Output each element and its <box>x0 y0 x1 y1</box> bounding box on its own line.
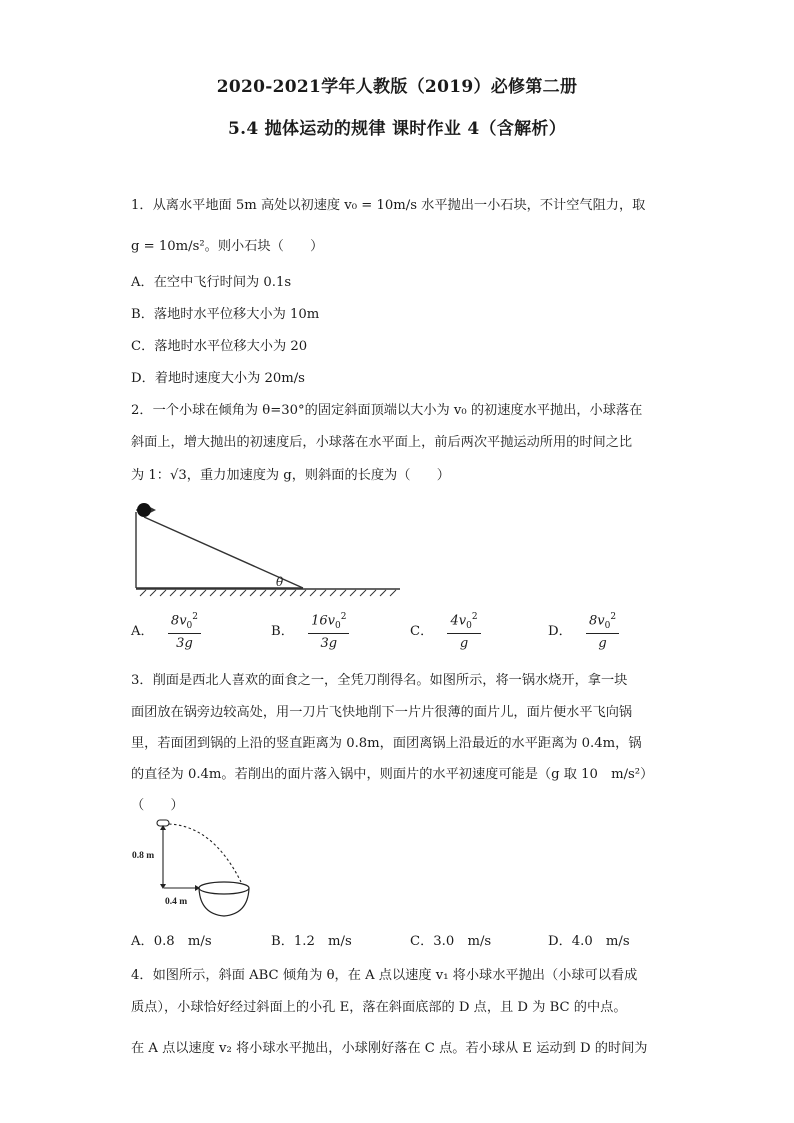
q2-option-b-numerator: 16v <box>311 613 335 629</box>
q2-option-c-fraction: $\frac{4v_0^2}{g}$ <box>447 612 480 651</box>
q3-stem-line2: 面团放在锅旁边较高处，用一刀片飞快地削下一片片很薄的面片儿，面片便水平飞向锅 <box>131 705 633 720</box>
q2-option-c <box>410 612 481 651</box>
q3-option-c: C．3.0 m/s <box>410 934 492 949</box>
q2-option-c-numerator: 4v <box>450 613 467 629</box>
q2-option-c-letter: C． <box>410 623 434 639</box>
q2-option-c-denominator: g <box>459 635 469 651</box>
q3-pot-figure <box>128 814 264 924</box>
angle-theta-label: θ <box>276 575 284 589</box>
document-title-line2: 5.4 抛体运动的规律 课时作业 4（含解析） <box>227 119 567 139</box>
q1-stem-line2: g = 10m/s²。则小石块（ ） <box>131 239 324 254</box>
q3-stem-line5: （ ） <box>131 798 184 813</box>
q2-stem-line1: 2．一个小球在倾角为 θ=30°的固定斜面顶端以大小为 v₀ 的初速度水平抛出，小球落在 <box>131 403 643 418</box>
q2-option-a <box>131 612 201 651</box>
vertical-distance-label: 0.8 m <box>132 851 155 861</box>
q1-option-c: C．落地时水平位移大小为 20 <box>131 339 308 354</box>
q2-option-d-letter: D． <box>548 623 572 639</box>
q2-option-b <box>271 612 349 651</box>
q4-stem-line2: 质点），小球恰好经过斜面上的小孔 E，落在斜面底部的 D 点，且 D 为 BC 的中点。 <box>131 1000 627 1015</box>
q2-stem-line2: 斜面上，增大抛出的初速度后，小球落在水平面上，前后两次平抛运动所用的时间之比 <box>131 435 633 450</box>
trajectory-curve <box>169 824 241 882</box>
q2-option-a-denominator: 3g <box>176 635 193 651</box>
q3-stem-line3: 里，若面团到锅的上沿的竖直距离为 0.8m，面团离锅上沿最近的水平距离为 0.4m，锅 <box>131 736 642 751</box>
q3-option-b: B．1.2 m/s <box>271 934 352 949</box>
q2-option-d-fraction: $\frac{8v_0^2}{g}$ <box>586 612 619 651</box>
q2-option-b-denominator: 3g <box>320 635 338 651</box>
q2-option-b-letter: B． <box>271 623 294 639</box>
document-title-line1: 2020-2021学年人教版（2019）必修第二册 <box>216 77 578 97</box>
q2-option-a-letter: A． <box>131 623 154 639</box>
q2-option-a-fraction: $\frac{8v_0^2}{3g}$ <box>168 612 201 651</box>
q3-stem-line1: 3．削面是西北人喜欢的面食之一，全凭刀削得名。如图所示，将一锅水烧开，拿一块 <box>131 673 628 688</box>
q3-option-a: A．0.8 m/s <box>131 934 212 949</box>
pot-rim <box>199 882 249 894</box>
q2-option-b-fraction: $\frac{16v_0^2}{3g}$ <box>308 612 349 651</box>
q2-option-a-numerator: 8v <box>170 613 187 629</box>
ground-hatching <box>140 590 396 596</box>
q2-option-d <box>548 612 619 651</box>
q2-option-d-numerator: 8v <box>588 613 605 629</box>
horizontal-distance-label: 0.4 m <box>165 897 188 907</box>
ball-icon <box>137 503 151 517</box>
q3-option-d: D．4.0 m/s <box>548 934 630 949</box>
q4-stem-line1: 4．如图所示，斜面 ABC 倾角为 θ，在 A 点以速度 v₁ 将小球水平抛出（小球可以看成 <box>131 968 638 983</box>
q4-stem-line3: 在 A 点以速度 v₂ 将小球水平抛出，小球刚好落在 C 点。若小球从 E 运动到 D 的时间为 <box>131 1041 648 1056</box>
q1-option-d: D．着地时速度大小为 20m/s <box>131 371 305 386</box>
q3-stem-line4: 的直径为 0.4m。若削出的面片落入锅中，则面片的水平初速度可能是（g 取 10 m/s²） <box>131 767 654 782</box>
q1-option-a: A．在空中飞行时间为 0.1s <box>131 275 292 290</box>
q1-option-b: B．落地时水平位移大小为 10m <box>131 307 320 322</box>
q2-stem-line3: 为 1：√3，重力加速度为 g，则斜面的长度为（ ） <box>131 468 450 483</box>
q2-option-d-denominator: g <box>598 635 607 651</box>
q1-stem-line1: 1．从离水平地面 5m 高处以初速度 v₀ = 10m/s 水平抛出一小石块，不计空气阻力，取 <box>131 198 646 213</box>
q2-incline-figure <box>128 496 408 598</box>
